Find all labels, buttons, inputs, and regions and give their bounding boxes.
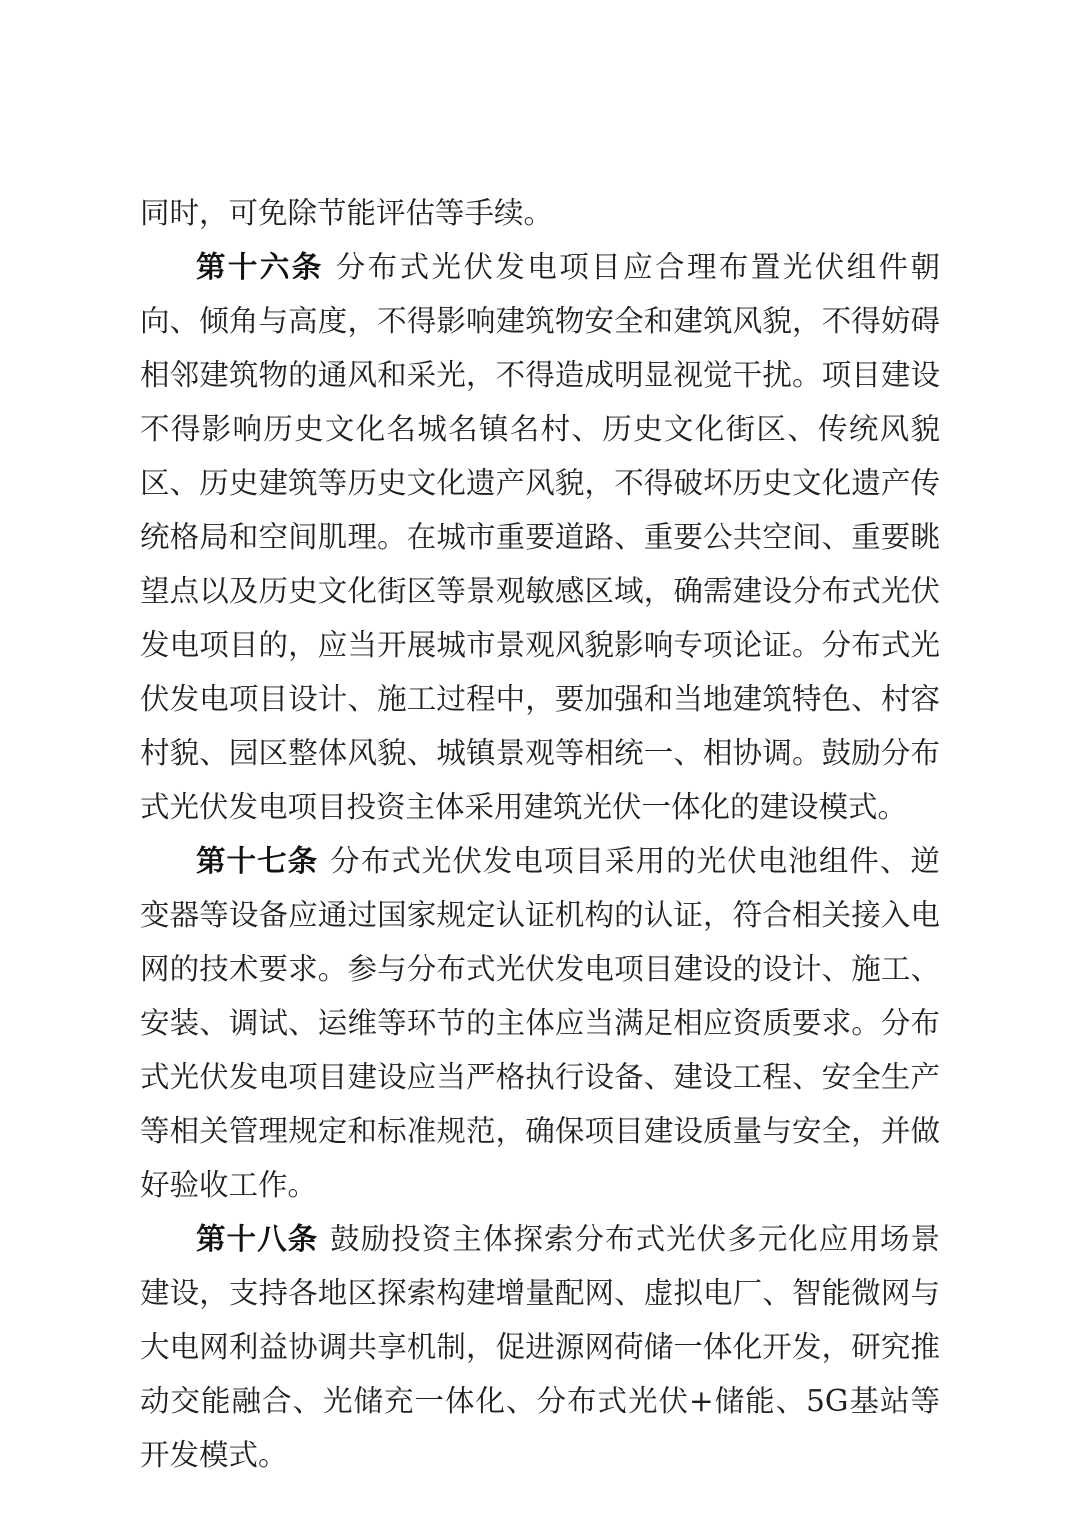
paragraph-continuation (140, 186, 940, 240)
article-16-heading: 第十六条 (196, 250, 324, 284)
paragraph-text: 同时，可免除节能评估等手续。 (140, 196, 554, 230)
document-body (140, 186, 940, 1482)
article-17-heading: 第十七条 (196, 844, 319, 878)
article-16-text: 分布式光伏发电项目应合理布置光伏组件朝向、倾角与高度，不得影响建筑物安全和建筑风貌，不得妨碍相邻建筑物的通风和采光，不得造成明显视觉干扰。项目建设不得影响历史文化名城名镇名村、历史文化街区、传统风貌区、历史建筑等历史文化遗产风貌，不得破坏历史文化遗产传统格局和空间肌理。在城市重要道路、重要公共空间、重要眺望点以及历史文化街区等景观敏感区域，确需建设分布式光伏发电项目的，应当开展城市景观风貌影响专项论证。分布式光伏发电项目设计、施工过程中，要加强和当地建筑特色、村容村貌、园区整体风貌、城镇景观等相统一、相协调。鼓励分布式光伏发电项目投资主体采用建筑光伏一体化的建设模式。 (140, 250, 940, 824)
article-18-paragraph (140, 1212, 940, 1482)
article-16-paragraph (140, 240, 940, 834)
article-18-heading: 第十八条 (196, 1222, 319, 1256)
article-17-paragraph (140, 834, 940, 1212)
article-17-text: 分布式光伏发电项目采用的光伏电池组件、逆变器等设备应通过国家规定认证机构的认证，符合相关接入电网的技术要求。参与分布式光伏发电项目建设的设计、施工、安装、调试、运维等环节的主体应当满足相应资质要求。分布式光伏发电项目建设应当严格执行设备、建设工程、安全生产等相关管理规定和标准规范，确保项目建设质量与安全，并做好验收工作。 (140, 844, 940, 1202)
article-18-text: 鼓励投资主体探索分布式光伏多元化应用场景建设，支持各地区探索构建增量配网、虚拟电厂、智能微网与大电网利益协调共享机制，促进源网荷储一体化开发，研究推动交能融合、光储充一体化、分布式光伏+储能、5G基站等开发模式。 (140, 1222, 940, 1472)
